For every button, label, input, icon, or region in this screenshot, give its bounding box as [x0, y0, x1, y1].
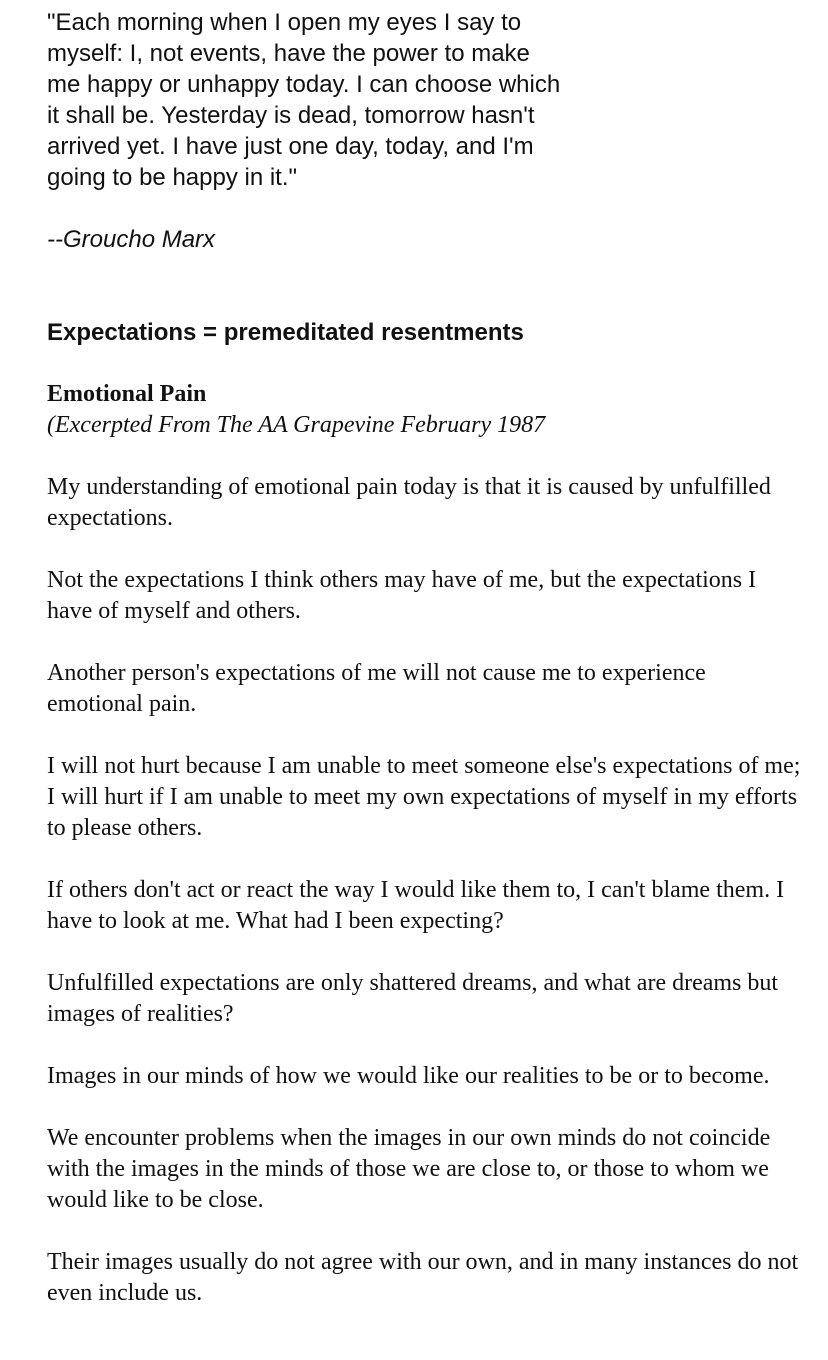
- quote-text: "Each morning when I open my eyes I say to myself: I, not events, have the power to make me happy or unhappy today. I can choose which it shall be. Yesterday is dead, tomorrow hasn't arrived yet. I have just one day, today, and I'm going to be happy in it.": [47, 9, 561, 191]
- article-paragraph: Their images usually do not agree with our own, and in many instances do not even include us.: [47, 1249, 799, 1306]
- article-source: (Excerpted From The AA Grapevine February 1987: [47, 412, 546, 438]
- article-paragraph: If others don't act or react the way I would like them to, I can't blame them. I have to look at me. What had I been expecting?: [47, 877, 785, 934]
- article-paragraph: We encounter problems when the images in our own minds do not coincide with the images in the minds of those we are close to, or those to whom we would like to be close.: [47, 1125, 771, 1213]
- article-paragraph: Not the expectations I think others may have of me, but the expectations I have of myself and others.: [47, 567, 757, 624]
- article-title: Emotional Pain: [47, 381, 207, 407]
- article-paragraph: Images in our minds of how we would like our realities to be or to become.: [47, 1063, 770, 1089]
- article-paragraph: I will not hurt because I am unable to meet someone else's expectations of me; I will hurt if I am unable to meet my own expectations of myself in my efforts to please others.: [47, 753, 801, 841]
- article-paragraph: Unfulfilled expectations are only shattered dreams, and what are dreams but images of realities?: [47, 970, 779, 1027]
- document-page: [47, 7, 807, 1309]
- article-paragraph: My understanding of emotional pain today is that it is caused by unfulfilled expectations.: [47, 474, 771, 531]
- article-paragraph: Another person's expectations of me will not cause me to experience emotional pain.: [47, 660, 706, 717]
- section-heading: Expectations = premeditated resentments: [47, 319, 524, 346]
- quote-attribution: --Groucho Marx: [47, 226, 216, 253]
